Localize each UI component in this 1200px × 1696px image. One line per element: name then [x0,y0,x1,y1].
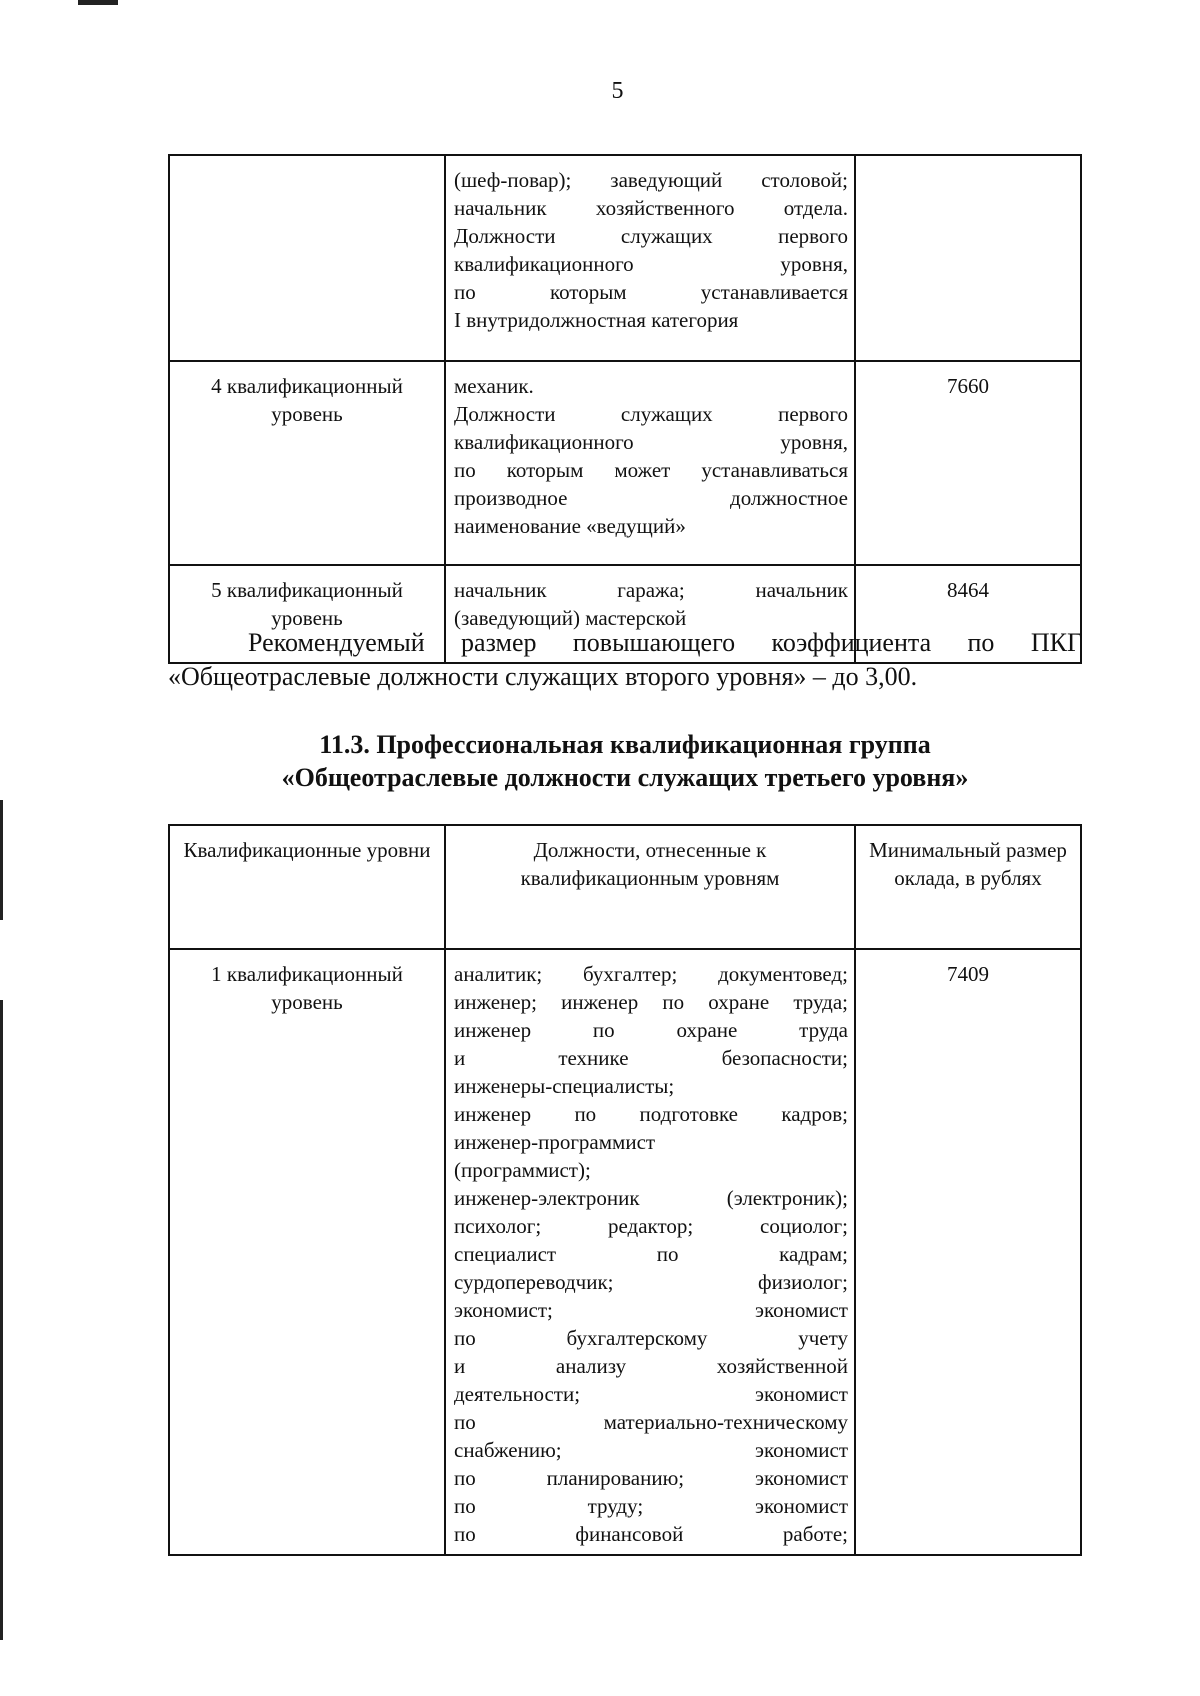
positions-line: начальник гаража; начальник [454,578,848,602]
level-cell: 4 квалификационный уровень [169,361,445,565]
positions-line: инженер-электроник (электроник); [454,1186,848,1210]
table-row [169,361,1081,565]
positions-line: аналитик; бухгалтер; документовед; [454,962,848,986]
positions-line: деятельности; экономист [454,1382,848,1406]
table-row [169,155,1081,361]
level-cell: 1 квалификационный уровень [169,949,445,1555]
level-cell: 5 квалификационный уровень [169,565,445,663]
salary-cell: 7660 [855,361,1081,565]
positions-line: по труду; экономист [454,1494,848,1518]
positions-line: инженер; инженер по охране труда; [454,990,848,1014]
positions-line: Должности служащих первого [454,402,848,426]
positions-cell [445,949,855,1555]
positions-line: (программист); [454,1158,591,1182]
positions-line: по бухгалтерскому учету [454,1326,848,1350]
positions-line: экономист; экономист [454,1298,848,1322]
level-cell [169,155,445,361]
positions-table-level-2 [168,154,1082,664]
table-header-row [169,825,1081,949]
table-row [169,949,1081,1555]
positions-line: инженеры-специалисты; [454,1074,675,1098]
salary-cell [855,155,1081,361]
positions-line: (шеф-повар); заведующий столовой; [454,168,848,192]
coefficient-note: Рекомендуемый размер повышающего коэффициента по ПКГ «Общеотраслевые должности служащих второго уровня» – до 3,00. [168,628,1082,691]
section-title-line: «Общеотраслевые должности служащих третьего уровня» [281,763,969,792]
header-levels: Квалификационные уровни [169,825,445,949]
page-number: 5 [611,78,624,104]
scan-mark-left-1 [0,800,3,920]
positions-line: психолог; редактор; социолог; [454,1214,848,1238]
positions-line: Должности служащих первого [454,224,848,248]
positions-line: инженер-программист [454,1130,656,1154]
positions-line: специалист по кадрам; [454,1242,848,1266]
salary-cell: 8464 [855,565,1081,663]
positions-line: квалификационного уровня, [454,252,848,276]
header-positions: Должности, отнесенные к квалификационным уровням [445,825,855,949]
positions-line: по материально-техническому [454,1410,848,1434]
positions-line: по которым устанавливается [454,280,848,304]
positions-line: инженер по подготовке кадров; [454,1102,848,1126]
positions-line: инженер по охране труда [454,1018,848,1042]
positions-line: механик. [454,374,534,398]
section-title-line: 11.3. Профессиональная квалификационная группа [319,730,931,759]
positions-line: квалификационного уровня, [454,430,848,454]
positions-line: начальник хозяйственного отдела. [454,196,848,220]
positions-line: и технике безопасности; [454,1046,848,1070]
positions-line: наименование «ведущий» [454,514,686,538]
positions-line: по планированию; экономист [454,1466,848,1490]
positions-table-level-3 [168,824,1082,1556]
scan-mark-left-2 [0,1000,3,1640]
positions-line: и анализу хозяйственной [454,1354,848,1378]
section-title [168,728,1082,794]
positions-line: снабжению; экономист [454,1438,848,1462]
positions-line: (заведующий) мастерской [454,606,687,630]
positions-line: I внутридолжностная категория [454,308,739,332]
positions-line: по финансовой работе; [454,1522,848,1546]
salary-cell: 7409 [855,949,1081,1555]
positions-line: сурдопереводчик; физиолог; [454,1270,848,1294]
scan-mark-top [78,0,118,5]
header-salary: Минимальный размер оклада, в рублях [855,825,1081,949]
positions-cell [445,361,855,565]
positions-line: по которым может устанавливаться [454,458,848,482]
positions-line: производное должностное [454,486,848,510]
positions-cell [445,155,855,361]
